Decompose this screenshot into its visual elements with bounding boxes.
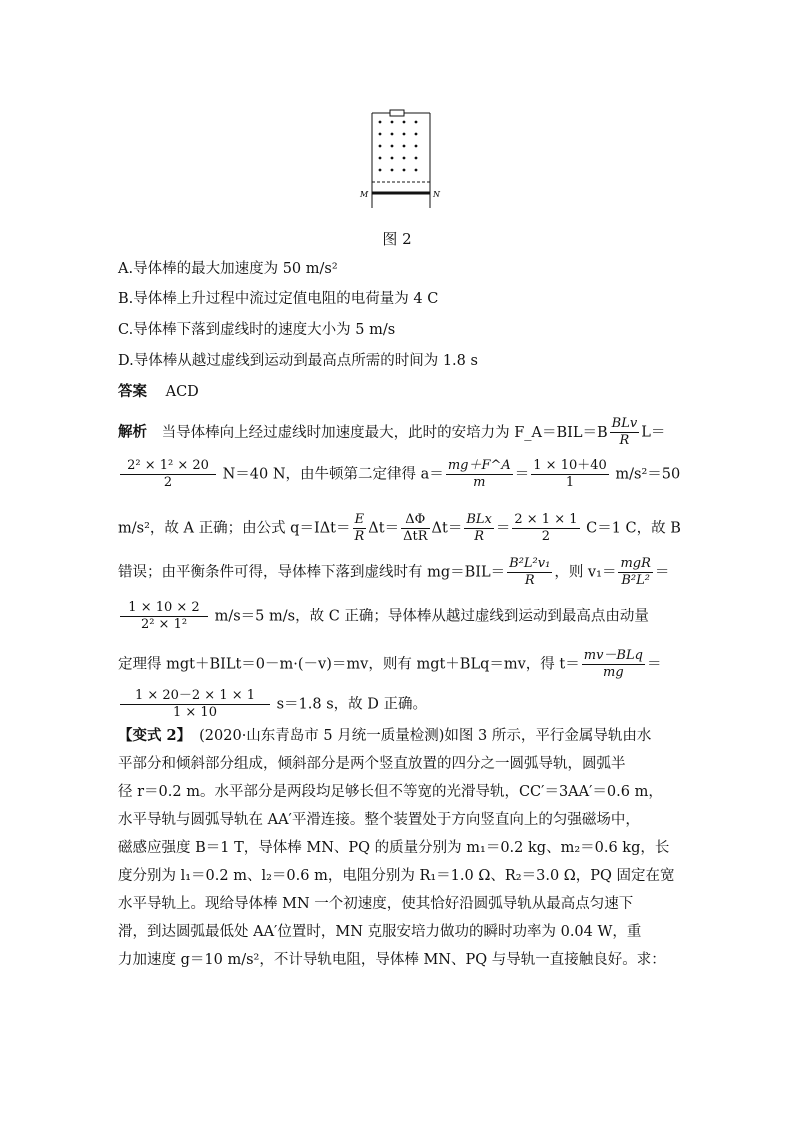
- fraction: [353, 512, 367, 545]
- analysis-line-6: [118, 648, 661, 681]
- variant-text: (2020·山东青岛市 5 月统一质量检测)如图 3 所示，平行金属导轨由水: [199, 728, 652, 744]
- analysis-text: 当导体棒向上经过虚线时加速度最大，此时的安培力为 F_A＝BIL＝B: [161, 424, 608, 441]
- answer-label: 答案: [118, 383, 147, 400]
- fraction-denominator: B²L²: [621, 573, 650, 588]
- field-dot: [403, 133, 406, 136]
- field-dot: [403, 169, 406, 172]
- field-dot: [415, 169, 418, 172]
- field-dot: [415, 133, 418, 136]
- analysis-text: ，则 v₁＝: [554, 564, 617, 581]
- analysis-text: ＝: [495, 520, 511, 537]
- option-a: A.导体棒的最大加速度为 50 m/s²: [118, 261, 338, 277]
- analysis-text: C＝1 C，故 B: [586, 520, 681, 537]
- fraction-numerator: mv－BLq: [583, 648, 643, 663]
- variant-paragraph: [118, 722, 678, 974]
- fraction-denominator: R: [524, 573, 535, 588]
- fraction: [582, 648, 645, 681]
- fraction: [618, 556, 652, 589]
- figure-2-diagram: [352, 104, 442, 214]
- variant-line: 径 r＝0.2 m。水平部分是两段均足够长但不等宽的光滑导轨，CC′＝3AA′＝0.6 m，: [118, 784, 663, 800]
- field-dot: [391, 121, 394, 124]
- fraction-denominator: 2: [163, 475, 173, 490]
- rail-diagram-svg: [352, 104, 442, 214]
- fraction-numerator: BLv: [611, 416, 638, 431]
- analysis-line-4: [118, 556, 669, 589]
- fraction-numerator: 2² × 1² × 20: [120, 458, 216, 475]
- analysis-text: s＝1.8 s，故 D 正确。: [276, 696, 428, 713]
- field-dot: [379, 169, 382, 172]
- fraction-denominator: ΔtR: [403, 529, 428, 544]
- fraction-numerator: 1 × 20－2 × 1 × 1: [120, 688, 270, 705]
- fraction-denominator: R: [354, 529, 365, 544]
- analysis-text: L＝: [641, 424, 666, 441]
- field-dot: [391, 145, 394, 148]
- analysis-label: 解析: [118, 423, 147, 441]
- analysis-text: N＝40 N，由牛顿第二定律得 a＝: [222, 466, 444, 483]
- analysis-text: m/s＝5 m/s，故 C 正确；导体棒从越过虚线到运动到最高点由动量: [214, 608, 649, 625]
- analysis-text: ＝: [646, 656, 662, 673]
- fraction-numerator: BLx: [466, 512, 492, 527]
- variant-line: 平部分和倾斜部分组成，倾斜部分是两个竖直放置的四分之一圆弧导轨，圆弧半: [118, 756, 626, 772]
- fraction-numerator: ΔΦ: [401, 512, 429, 529]
- fraction: [120, 688, 270, 721]
- label-n: N: [433, 190, 440, 199]
- fraction-denominator: m: [473, 475, 486, 490]
- analysis-text: ＝: [654, 564, 670, 581]
- figure-caption: 图 2: [382, 230, 412, 248]
- analysis-line-1: [118, 416, 665, 449]
- field-dot: [391, 133, 394, 136]
- analysis-line-7: [118, 688, 427, 721]
- fraction: [464, 512, 494, 545]
- fraction-denominator: 2: [541, 529, 551, 544]
- field-dot: [379, 121, 382, 124]
- analysis-text: m/s²，故 A 正确；由公式 q＝IΔt＝: [118, 520, 351, 537]
- fraction-numerator: B²L²v₁: [509, 556, 551, 571]
- fraction-denominator: mg: [603, 665, 624, 680]
- fraction-denominator: R: [474, 529, 484, 544]
- fraction: [120, 458, 216, 491]
- fraction: [120, 600, 208, 633]
- variant-line: [118, 722, 678, 750]
- field-dot: [403, 157, 406, 160]
- option-b: B.导体棒上升过程中流过定值电阻的电荷量为 4 C: [118, 291, 439, 307]
- fraction-numerator: 1 × 10＋40: [533, 458, 607, 473]
- option-d: D.导体棒从越过虚线到运动到最高点所需的时间为 1.8 s: [118, 353, 478, 369]
- analysis-line-5: [118, 600, 649, 633]
- analysis-text: ＝: [514, 466, 530, 483]
- answer-value: ACD: [165, 384, 199, 400]
- fraction: [401, 512, 429, 545]
- analysis-text: 错误；由平衡条件可得，导体棒下落到虚线时有 mg＝BIL＝: [118, 564, 506, 581]
- field-dot: [391, 157, 394, 160]
- field-dot: [379, 157, 382, 160]
- option-c: C.导体棒下落到虚线时的速度大小为 5 m/s: [118, 322, 396, 338]
- fraction-numerator: mg＋F^A: [447, 458, 511, 473]
- fraction-denominator: 2² × 1²: [140, 617, 188, 632]
- answer-line: [118, 382, 199, 402]
- variant-label: 【变式 2】: [118, 727, 192, 744]
- variant-line: 力加速度 g＝10 m/s²，不计导轨电阻，导体棒 MN、PQ 与导轨一直接触良好。求：: [118, 952, 666, 968]
- fraction: [531, 458, 609, 491]
- variant-line: 度分别为 l₁＝0.2 m、l₂＝0.6 m，电阻分别为 R₁＝1.0 Ω、R₂＝3.0 Ω，PQ 固定在宽: [118, 868, 675, 884]
- field-dot: [379, 145, 382, 148]
- variant-line: 滑，到达圆弧最低处 AA′位置时，MN 克服安培力做功的瞬时功率为 0.04 W，重: [118, 924, 642, 940]
- fraction-numerator: mgR: [620, 556, 651, 571]
- variant-line: 水平导轨上。现给导体棒 MN 一个初速度，使其恰好沿圆弧导轨从最高点匀速下: [118, 896, 634, 912]
- analysis-text: Δt＝: [431, 520, 463, 537]
- analysis-text: Δt＝: [368, 520, 400, 537]
- analysis-text: 定理得 mgt＋BILt＝0－m·(－v)＝mv，则有 mgt＋BLq＝mv，得 t＝: [118, 656, 580, 673]
- field-dot: [391, 169, 394, 172]
- fraction-denominator: 1 × 10: [173, 705, 217, 720]
- field-dot: [415, 121, 418, 124]
- fraction-denominator: R: [619, 433, 630, 448]
- analysis-line-3: [118, 512, 681, 545]
- analysis-line-2: [118, 458, 680, 491]
- variant-line: 水平导轨与圆弧导轨在 AA′平滑连接。整个装置处于方向竖直向上的匀强磁场中，: [118, 812, 640, 828]
- variant-line: 磁感应强度 B＝1 T，导体棒 MN、PQ 的质量分别为 m₁＝0.2 kg、m₂＝0.6 kg，长: [118, 840, 670, 856]
- field-dot: [415, 157, 418, 160]
- fraction-denominator: 1: [565, 475, 575, 490]
- fraction-numerator: 2 × 1 × 1: [514, 512, 578, 527]
- fraction-numerator: E: [353, 512, 367, 529]
- fraction: [512, 512, 579, 545]
- fraction: [507, 556, 552, 589]
- field-dot: [403, 145, 406, 148]
- fraction: [610, 416, 640, 449]
- field-dot: [415, 145, 418, 148]
- fraction: [446, 458, 513, 491]
- label-m: M: [360, 190, 369, 199]
- fraction-numerator: 1 × 10 × 2: [120, 600, 208, 617]
- field-dot: [379, 133, 382, 136]
- analysis-text: m/s²＝50: [615, 466, 681, 483]
- field-dot: [403, 121, 406, 124]
